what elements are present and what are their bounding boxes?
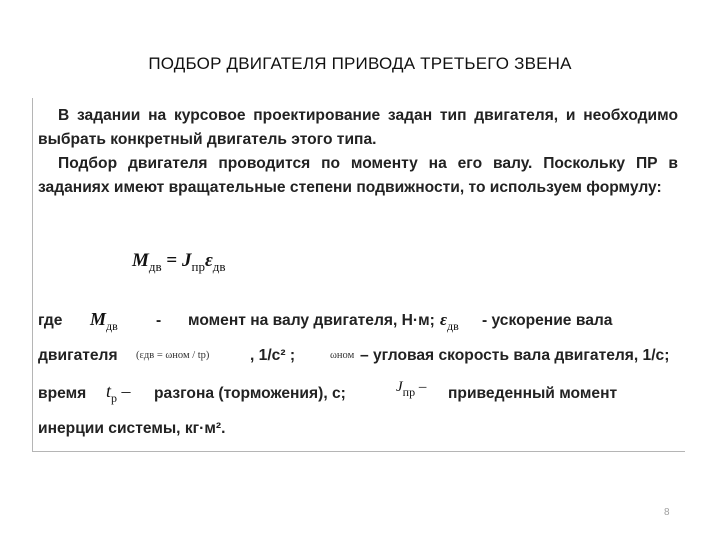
moment-dash: -: [156, 312, 162, 329]
time-symbol-letter: t: [106, 381, 112, 401]
formula-equals: =: [161, 250, 182, 271]
definition-line-4: [38, 420, 678, 446]
formula-moment-subscript: дв: [148, 259, 162, 274]
moment-symbol-letter: M: [90, 309, 107, 329]
paragraph-selection: Подбор двигателя проводится по моменту на его валу. Поскольку ПР в заданиях имеют вращательные степени подвижности, то используем формулу:: [38, 155, 678, 196]
page-number: 8: [664, 507, 670, 518]
formula-epsilon-subscript: дв: [212, 259, 226, 274]
formula-epsilon-symbol: ε: [204, 250, 213, 271]
epsilon-relation: (εдв = ωном / tр): [136, 350, 210, 361]
omega-symbol: ωном: [330, 350, 355, 361]
motor-word: двигателя: [38, 347, 118, 364]
inertia-symbol-letter: J: [396, 379, 403, 395]
formula-inertia-subscript: пр: [191, 259, 205, 274]
epsilon-symbol: [440, 310, 459, 334]
epsilon-letter: ε: [440, 310, 447, 329]
paragraph-assignment: В задании на курсовое проектирование задан тип двигателя, и необходимо выбрать конкретный двигатель этого типа.: [38, 107, 678, 148]
time-symbol-subscript: р: [111, 391, 118, 405]
definition-line-3: [38, 379, 678, 411]
epsilon-subscript: дв: [446, 319, 459, 333]
body-text: [38, 104, 678, 200]
inertia-symbol-dash: –: [415, 379, 427, 395]
motor-torque-formula: [132, 250, 226, 275]
formula-moment-symbol: M: [132, 250, 149, 271]
definition-line-1: [38, 309, 678, 338]
inertia-units-text: инерции системы, кг·м².: [38, 420, 226, 437]
slide-title: ПОДБОР ДВИГАТЕЛЯ ПРИВОДА ТРЕТЬЕГО ЗВЕНА: [148, 54, 572, 73]
time-word: время: [38, 385, 87, 402]
time-symbol-dash: –: [117, 381, 131, 401]
moment-symbol-subscript: дв: [106, 319, 118, 333]
inertia-symbol: [396, 379, 426, 400]
acceleration-definition: - ускорение вала: [482, 312, 613, 329]
definition-line-2: [38, 347, 678, 373]
formula-inertia-symbol: J: [182, 250, 192, 271]
angular-speed-definition: – угловая скорость вала двигателя, 1/с;: [360, 347, 670, 364]
time-symbol: [106, 381, 131, 406]
acceleration-time-definition: разгона (торможения), с;: [154, 385, 346, 402]
moment-definition: момент на валу двигателя, Н·м;: [188, 312, 435, 329]
unit-text: , 1/с² ;: [250, 347, 296, 364]
inertia-symbol-subscript: пр: [402, 385, 416, 399]
moment-symbol: [90, 309, 118, 334]
inertia-definition: приведенный момент: [448, 385, 618, 402]
where-label: где: [38, 312, 63, 329]
